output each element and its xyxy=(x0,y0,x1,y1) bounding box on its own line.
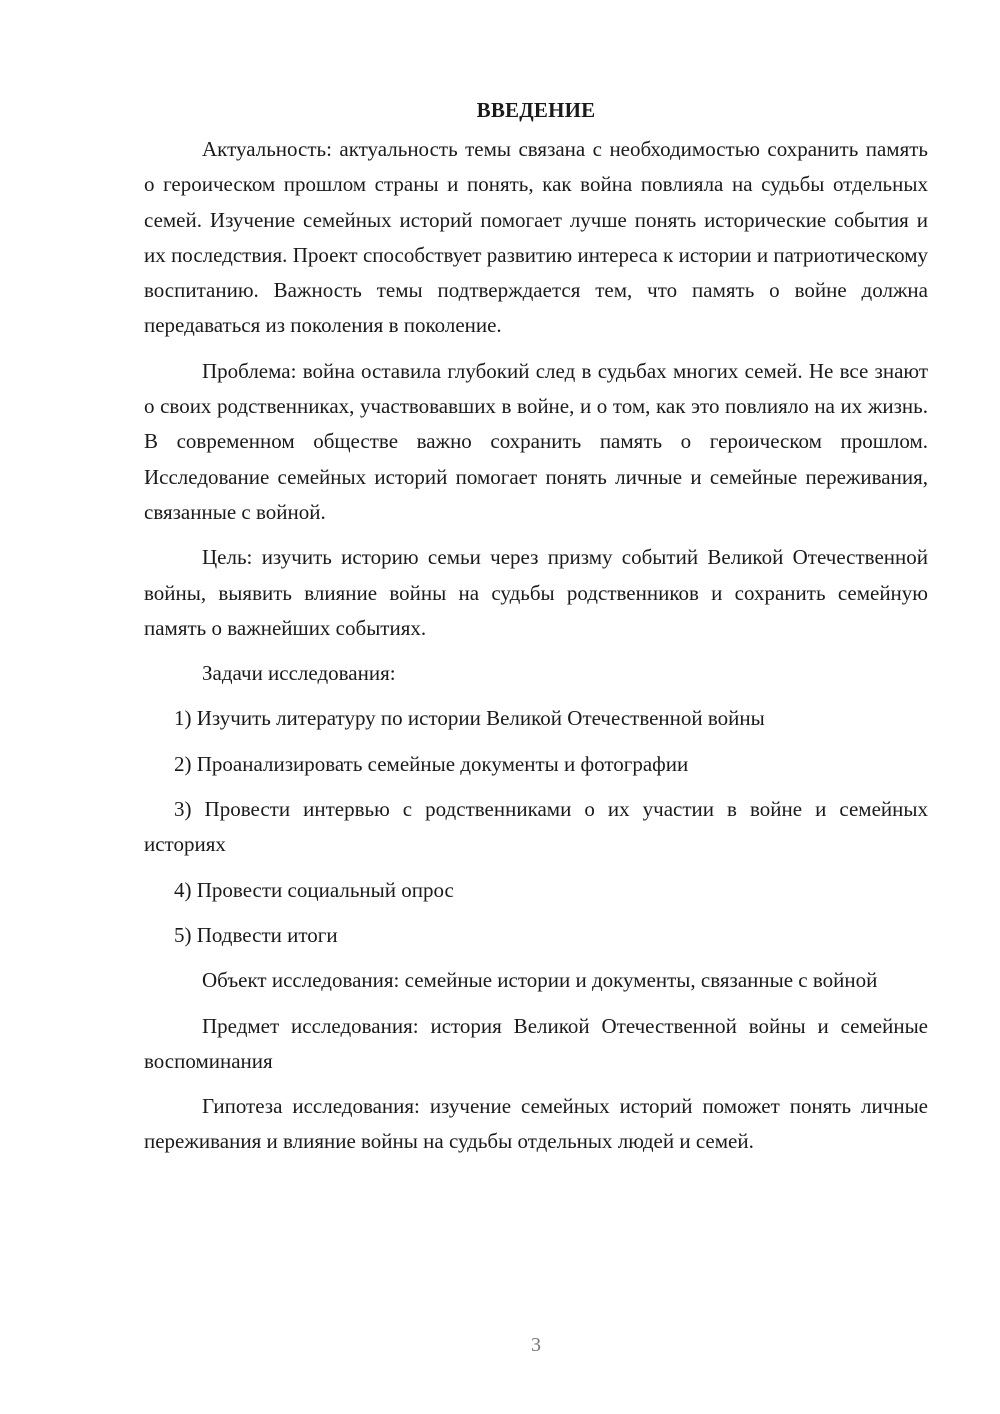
tasks-heading: Задачи исследования: xyxy=(202,661,396,686)
paragraph-subject: Предмет исследования: история Великой Отечественной войны и семейные воспоминания xyxy=(144,1013,928,1073)
paragraph-goal: Цель: изучить историю семьи через призму событий Великой Отечественной войны, выявить влияние войны на судьбы родственников и сохранить семейную память о важнейших событиях. xyxy=(144,545,928,640)
task-item: 4) Провести социальный опрос xyxy=(174,877,454,902)
paragraph-object: Объект исследования: семейные истории и документы, связанные с войной xyxy=(202,968,878,993)
document-page xyxy=(144,92,928,1170)
paragraph-hypothesis: Гипотеза исследования: изучение семейных историй поможет понять личные переживания и влияние войны на судьбы отдельных людей и семей. xyxy=(144,1094,928,1154)
task-item: 5) Подвести итоги xyxy=(174,922,338,947)
task-item: 2) Проанализировать семейные документы и фотографии xyxy=(174,751,689,776)
page-number: 3 xyxy=(531,1334,541,1356)
task-item: 3) Провести интервью с родственниками о их участии в войне и семейных историях xyxy=(144,797,928,857)
paragraph-problem: Проблема: война оставила глубокий след в судьбах многих семей. Не все знают о своих родственниках, участвовавших в войне, и о том, как это повлияло на их жизнь. В современном обществе важно сохранить память о героическом прошлом. Исследование семейных историй помогает понять личные и семейные переживания, связанные с войной. xyxy=(144,358,928,524)
task-item: 1) Изучить литературу по истории Великой Отечественной войны xyxy=(174,706,765,731)
paragraph-relevance: Актуальность: актуальность темы связана с необходимостью сохранить память о героическом прошлом страны и понять, как война повлияла на судьбы отдельных семей. Изучение семейных историй помогает лучше понять исторические события и их последствия. Проект способствует развитию интереса к истории и патриотическому воспитанию. Важность темы подтверждается тем, что память о войне должна передаваться из поколения в поколение. xyxy=(144,137,928,338)
section-title: ВВЕДЕНИЕ xyxy=(476,98,596,122)
